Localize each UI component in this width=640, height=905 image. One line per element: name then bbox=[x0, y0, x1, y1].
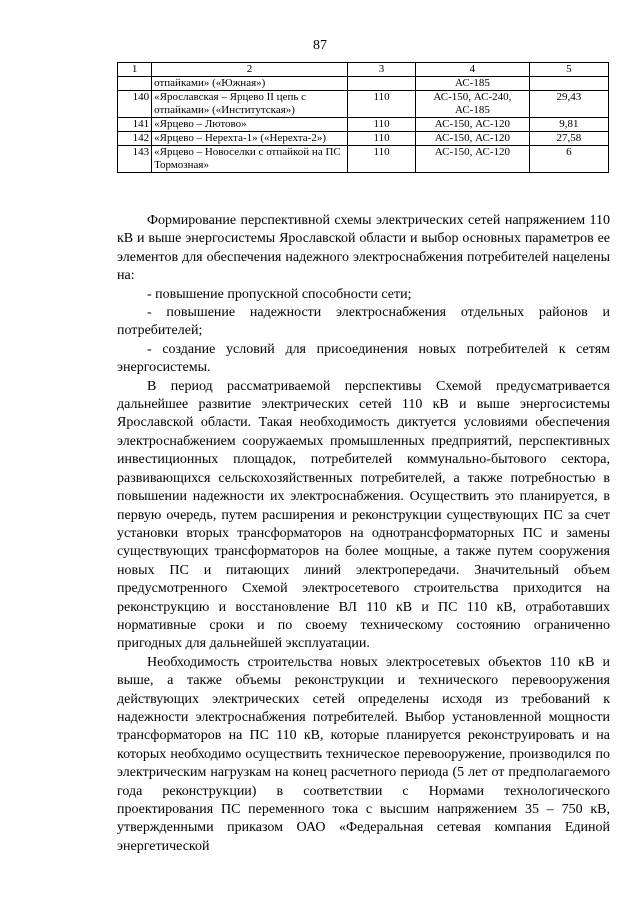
header-cell-1: 1 bbox=[118, 63, 152, 77]
table-row bbox=[118, 91, 609, 118]
table-row bbox=[118, 77, 609, 91]
table-row bbox=[118, 118, 609, 132]
line-length bbox=[529, 77, 608, 91]
line-name: «Ярцево – Новоселки с отпайкой на ПС Тормозная» bbox=[152, 146, 348, 173]
header-cell-2: 2 bbox=[152, 63, 348, 77]
row-number: 141 bbox=[118, 118, 152, 132]
voltage-value: 110 bbox=[347, 146, 415, 173]
bullet-reliability: - повышение надежности электроснабжения отдельных районов и потребителей; bbox=[117, 305, 610, 339]
line-name: «Ярославская – Ярцево II цепь с отпайками» («Институтская») bbox=[152, 91, 348, 118]
table-row bbox=[118, 132, 609, 146]
bullet-capacity: - повышение пропускной способности сети; bbox=[147, 286, 412, 302]
line-length: 29,43 bbox=[529, 91, 608, 118]
row-number: 142 bbox=[118, 132, 152, 146]
voltage-value: 110 bbox=[347, 118, 415, 132]
line-name: «Ярцево – Лютово» bbox=[152, 118, 348, 132]
paragraph-intro: Формирование перспективной схемы электрических сетей напряжением 110 кВ и выше энергосистемы Ярославской области и выбор основных параметров ее элементов для обеспечения надежного электроснабжения потребителей нацелены на: bbox=[117, 213, 610, 284]
voltage-value bbox=[347, 77, 415, 91]
header-cell-3: 3 bbox=[347, 63, 415, 77]
wire-type: АС-150, АС-120 bbox=[416, 146, 529, 173]
row-number: 140 bbox=[118, 91, 152, 118]
wire-type: АС-150, АС-240, АС-185 bbox=[416, 91, 529, 118]
line-name: «Ярцево – Нерехта-1» («Нерехта-2») bbox=[152, 132, 348, 146]
row-number bbox=[118, 77, 152, 91]
line-length: 9,81 bbox=[529, 118, 608, 132]
line-length: 6 bbox=[529, 146, 608, 173]
header-cell-4: 4 bbox=[416, 63, 529, 77]
table-row bbox=[118, 146, 609, 173]
power-lines-table bbox=[117, 62, 609, 173]
line-name: отпайками» («Южная») bbox=[152, 77, 348, 91]
wire-type: АС-185 bbox=[416, 77, 529, 91]
table-header-row bbox=[118, 63, 609, 77]
wire-type: АС-150, АС-120 bbox=[416, 118, 529, 132]
voltage-value: 110 bbox=[347, 91, 415, 118]
line-length: 27,58 bbox=[529, 132, 608, 146]
bullet-connection: - создание условий для присоединения новых потребителей к сетям энергосистемы. bbox=[117, 341, 610, 376]
wire-type: АС-150, АС-120 bbox=[416, 132, 529, 146]
header-cell-5: 5 bbox=[529, 63, 608, 77]
body-text bbox=[117, 212, 610, 856]
page-number: 87 bbox=[313, 38, 327, 53]
paragraph-necessity: Необходимость строительства новых электросетевых объектов 110 кВ и выше, а также объемы реконструкции и технического перевооружения действующих электрических сетей определены исходя из требований к надежности электроснабжения потребителей. Выбор установленной мощности трансформаторов на ПС 110 кВ, которые планируется реконструировать и на которых необходимо осуществить техническое перевооружение, производился по электрическим нагрузкам на конец расчетного периода (5 лет от предполагаемого года реконструкции) в соответствии с Нормами технологического проектирования ПС переменного тока с высшим напряжением 35 – 750 кВ, утвержденными приказом ОАО «Федеральная сетевая компания Единой энергетической bbox=[117, 654, 610, 854]
paragraph-development: В период рассматриваемой перспективы Схемой предусматривается дальнейшее развитие электрических сетей 110 кВ и выше энергосистемы Ярославской области. Такая необходимость диктуется условиями обеспечения электроснабжением сооружаемых промышленных предприятий, перспективных инвестиционных площадок, потребителей коммунально-бытового сектора, развивающихся сельскохозяйственных потребителей, а также потребностью в повышении надежности их электроснабжения. Осуществить это планируется, в первую очередь, путем расширения и реконструкции существующих ПС за счет установки вторых трансформаторов на однотрансформаторных ПС и замены существующих трансформаторов на более мощные, а также путем сооружения новых ПС и питающих линий электропередачи. Значительный объем предусмотренного Схемой электросетевого строительства приходится на реконструкцию и восстановление ВЛ 110 кВ и ПС 110 кВ, отработавших нормативные сроки и по своему техническому состоянию ограниченно пригодных для дальнейшей эксплуатации. bbox=[117, 378, 610, 652]
voltage-value: 110 bbox=[347, 132, 415, 146]
row-number: 143 bbox=[118, 146, 152, 173]
